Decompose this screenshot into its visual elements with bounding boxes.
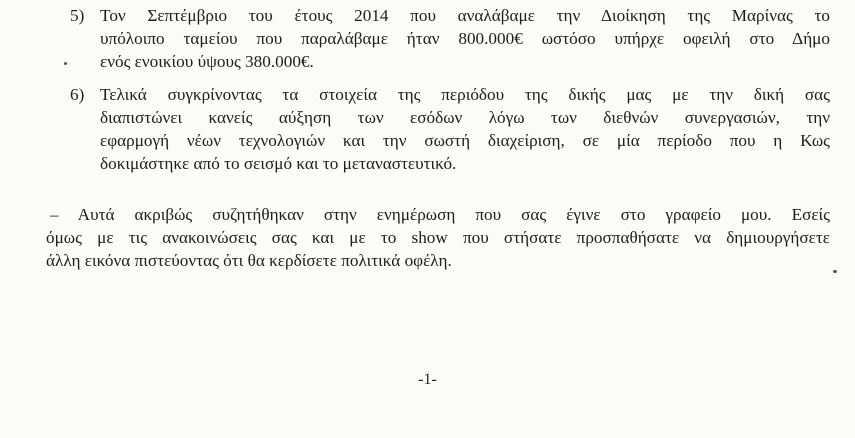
scan-speck <box>64 62 67 65</box>
text-line: – Αυτά ακριβώς συζητήθηκαν στην ενημέρωση που σας έγινε στο γραφείο μου. Εσείς <box>50 205 830 224</box>
list-item-text <box>100 4 830 73</box>
text-line: όμως με τις ανακοινώσεις σας και με το show που στήσατε προσπαθήσατε να δημιουργήσετε <box>46 228 830 247</box>
scan-speck <box>833 270 837 273</box>
text-line: διαπιστώνει κανείς αύξηση των εσόδων λόγω των διεθνών συνεργασιών, την <box>100 108 830 127</box>
page-number: -1- <box>418 371 437 388</box>
text-line: ενός ενοικίου ύψους 380.000€. <box>100 52 314 71</box>
text-line: εφαρμογή νέων τεχνολογιών και την σωστή διαχείριση, σε μία περίοδο που η Κως <box>100 131 830 150</box>
list-number: 6) <box>70 85 85 104</box>
text-line: άλλη εικόνα πιστεύοντας ότι θα κερδίσετε πολιτικά οφέλη. <box>46 251 452 270</box>
text-line: Τελικά συγκρίνοντας τα στοιχεία της περιόδου της δικής μας με την δική σας <box>100 85 830 104</box>
closing-paragraph <box>46 203 830 272</box>
text-line: υπόλοιπο ταμείου που παραλάβαμε ήταν 800.000€ ωστόσο υπήρχε οφειλή στο Δήμο <box>100 29 830 48</box>
text-line: Τον Σεπτέμβριο του έτους 2014 που αναλάβαμε την Διοίκηση της Μαρίνας το <box>100 6 830 25</box>
list-item-text <box>100 83 830 175</box>
list-number: 5) <box>70 6 85 25</box>
text-line: δοκιμάστηκε από το σεισμό και το μεταναστευτικό. <box>100 154 457 173</box>
